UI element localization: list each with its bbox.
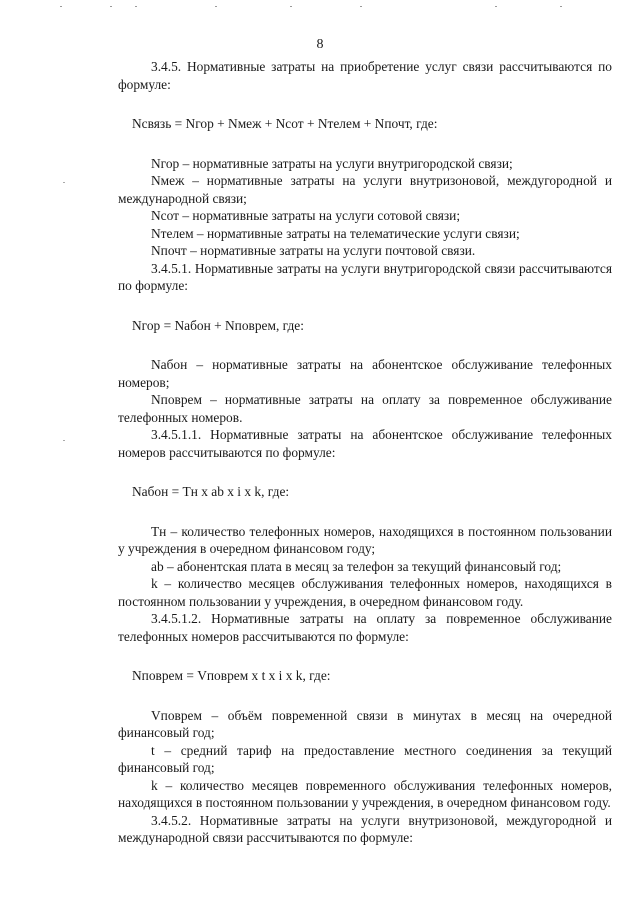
formula-n-svyaz: Nсвязь = Nгор + Nмеж + Nсот + Nтелем + Nпочт, где: [132,116,438,131]
definition-t-n: Tн – количество телефонных номеров, находящихся в постоянном пользовании у учреждения в очередном финансовом году; [118,523,612,556]
scan-speck [63,440,65,441]
definition-v-povrem: Vповрем – объём повременной связи в минутах в месяц на очередной финансовый год; [118,707,612,740]
paragraph-3-4-5-1-2: 3.4.5.1.2. Нормативные затраты на оплату за повременное обслуживание телефонных номеров рассчитываются по формуле: [118,611,612,644]
paragraph-3-4-5-1-1: 3.4.5.1.1. Нормативные затраты на абонентское обслуживание телефонных номеров рассчитываются по формуле: [118,427,612,460]
definition-n-gor: Nгор – нормативные затраты на услуги внутригородской связи; [151,155,513,171]
definition-n-pocht: Nпочт – нормативные затраты на услуги почтовой связи. [151,243,476,258]
definition-n-abon: Nабон – нормативные затраты на абонентское обслуживание телефонных номеров; [118,357,612,390]
formula-n-povrem: Nповрем = Vповрем x t x i x k, где: [132,668,331,683]
definition-n-telem: Nтелем – нормативные затраты на телематические услуги связи; [151,225,520,241]
paragraph-3-4-5-1: 3.4.5.1. Нормативные затраты на услуги внутригородской связи рассчитываются по формуле: [118,260,612,293]
scan-specks [40,6,600,10]
definition-k: k – количество месяцев обслуживания телефонных номеров, находящихся в постоянном пользовании у учреждения, в очередном финансовом году. [118,576,612,609]
scan-speck [63,182,65,183]
document-body [118,58,612,847]
definition-n-sot: Nсот – нормативные затраты на услуги сотовой связи; [151,208,461,223]
definition-ab: ab – абонентская плата в месяц за телефон за текущий финансовый год; [151,558,562,574]
formula-n-gor: Nгор = Nабон + Nповрем, где: [132,317,304,333]
paragraph-3-4-5: 3.4.5. Нормативные затраты на приобретение услуг связи рассчитываются по формуле: [118,59,612,92]
definition-k-povrem: k – количество месяцев повременного обслуживания телефонных номеров, находящихся в постоянном пользовании у учреждения, в очередном финансовом году. [118,777,612,810]
formula-n-abon: Nабон = Tн x ab x i x k, где: [132,484,290,499]
definition-n-mezh: Nмеж – нормативные затраты на услуги внутризоновой, междугородной и международной связи; [118,173,612,206]
paragraph-3-4-5-2: 3.4.5.2. Нормативные затраты на услуги внутризоновой, междугородной и международной связи рассчитываются по формуле: [118,812,612,845]
page-number: 8 [316,37,324,52]
definition-t: t – средний тариф на предоставление местного соединения за текущий финансовый год; [118,742,612,775]
definition-n-povrem: Nповрем – нормативные затраты на оплату за повременное обслуживание телефонных номеров. [118,392,612,425]
